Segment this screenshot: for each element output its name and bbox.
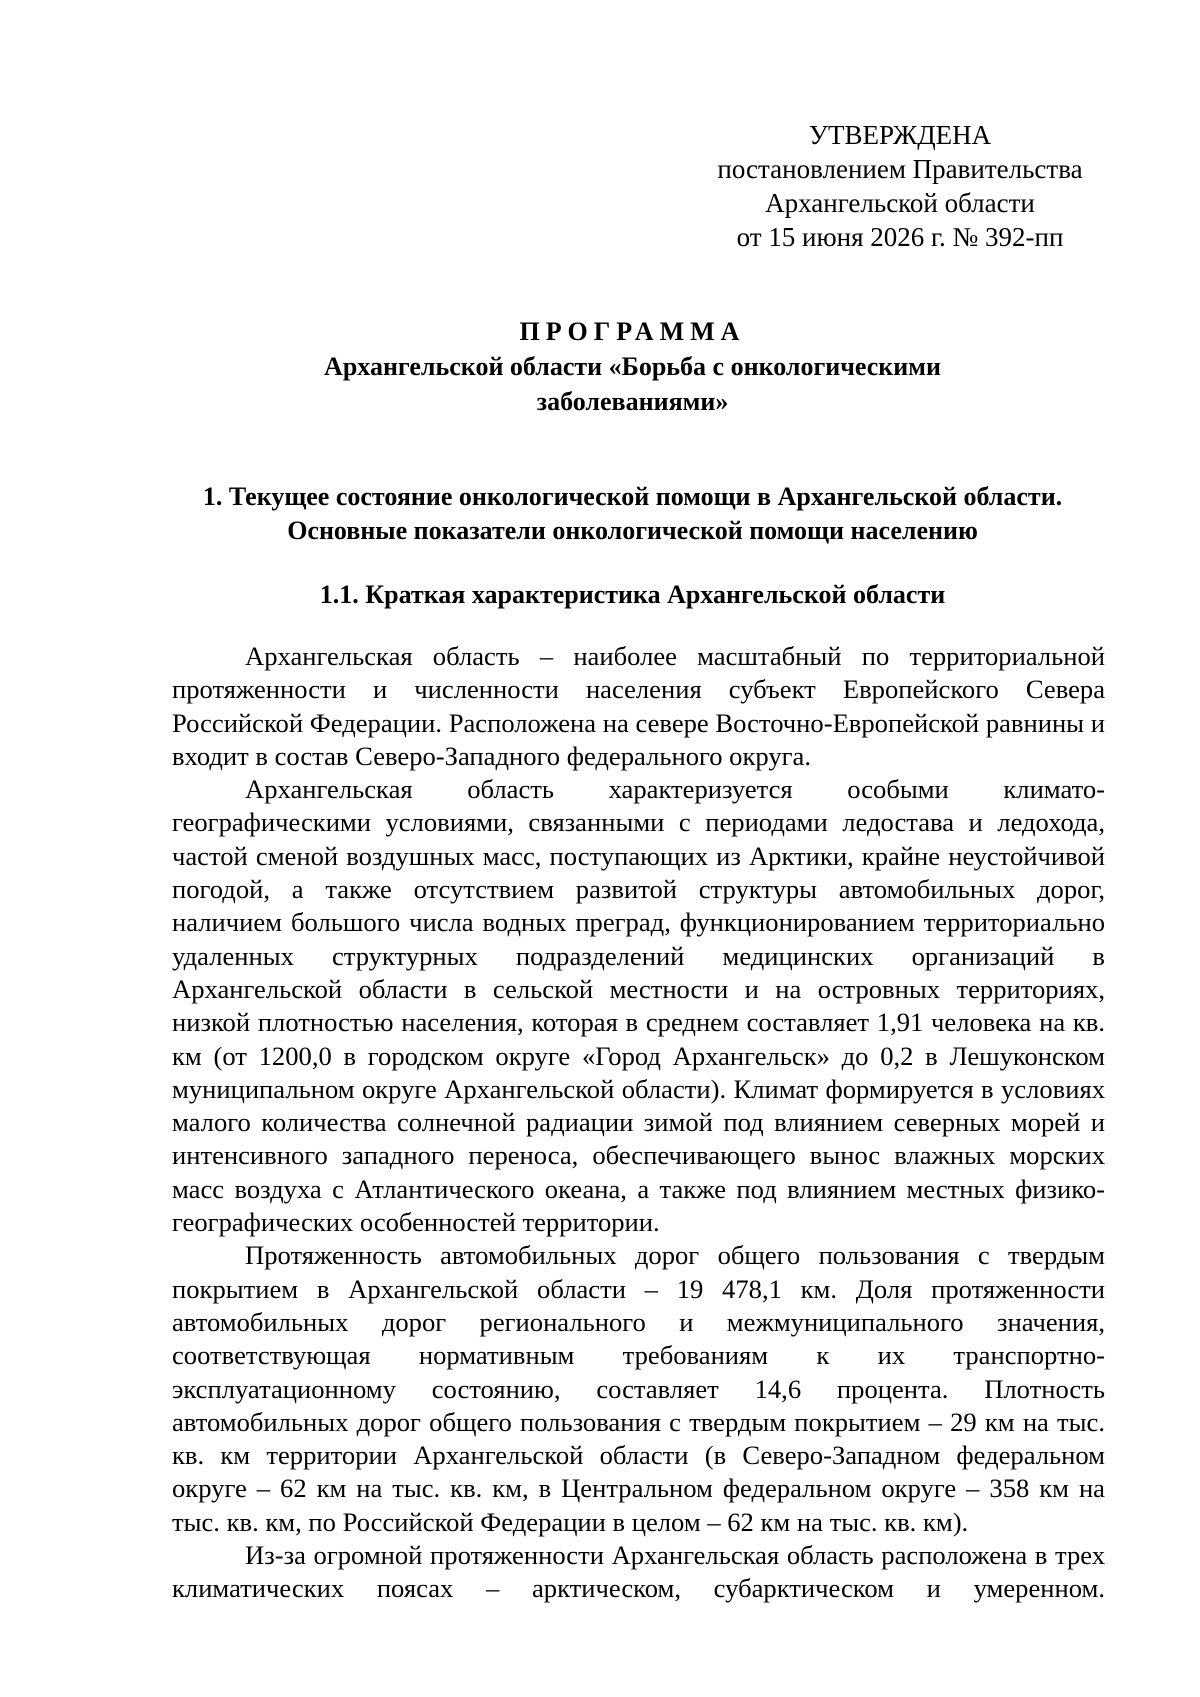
- approval-basis: постановлением Правительства: [717, 154, 1083, 184]
- paragraph: Из-за огромной протяженности Архангельская область расположена в трех климатических поясах – арктическом, субарктическом и умеренном.: [172, 1540, 1105, 1604]
- section-1-1-heading: 1.1. Краткая характеристика Архангельской области: [319, 580, 946, 609]
- paragraph: Архангельская область характеризуется особыми климато-географическими условиями, связанными с периодами ледостава и ледохода, частой сменой воздушных масс, поступающих из Арктики, крайне неустойчивой погодой, а также отсутствием развитой структуры автомобильных дорог, наличием большого числа водных преград, функционированием территориально удаленных структурных подразделений медицинских организаций в Архангельской области в сельской местности и на островных территориях, низкой плотностью населения, которая в среднем составляет 1,91 человека на кв. км (от 1200,0 в городском округе «Город Архангельск» до 0,2 в Лешуконском муниципальном округе Архангельской области). Климат формируется в условиях малого количества солнечной радиации зимой под влиянием северных морей и интенсивного западного переноса, обеспечивающего вынос влажных морских масс воздуха с Атлантического океана, а также под влиянием местных физико-географических особенностей территории.: [172, 774, 1105, 1238]
- approval-authority: Архангельской области: [765, 188, 1035, 218]
- program-title-block: [160, 314, 1105, 419]
- paragraph: Архангельская область – наиболее масштабный по территориальной протяженности и численности населения субъект Европейского Севера Российской Федерации. Расположена на севере Восточно-Европейской равнины и входит в состав Северо-Западного федерального округа.: [172, 641, 1105, 771]
- section-1-heading-line-2: Основные показатели онкологической помощи населению: [287, 516, 978, 545]
- program-title: ПРОГРАММА: [519, 317, 746, 346]
- section-1-heading-line-1: 1. Текущее состояние онкологической помощи в Архангельской области.: [202, 482, 1063, 511]
- body-text: [172, 640, 1105, 1606]
- approval-date-number: от 15 июня 2026 г. № 392-пп: [736, 222, 1064, 252]
- paragraph: Протяженность автомобильных дорог общего пользования с твердым покрытием в Архангельской области – 19 478,1 км. Доля протяженности автомобильных дорог регионального и межмуниципального значения, соответствующая нормативным требованиям к их транспортно-эксплуатационному состоянию, составляет 14,6 процента. Плотность автомобильных дорог общего пользования с твердым покрытием – 29 км на тыс. кв. км территории Архангельской области (в Северо-Западном федеральном округе – 62 км на тыс. кв. км, в Центральном федеральном округе – 358 км на тыс. кв. км, по Российской Федерации в целом – 62 км на тыс. кв. км).: [172, 1240, 1105, 1537]
- section-1-heading: [160, 480, 1105, 548]
- program-subtitle-line-1: Архангельской области «Борьба с онкологическими: [324, 352, 941, 381]
- approval-status: УТВЕРЖДЕНА: [808, 120, 992, 150]
- approval-stamp: [700, 118, 1100, 254]
- program-subtitle-line-2: заболеваниями»: [536, 387, 729, 416]
